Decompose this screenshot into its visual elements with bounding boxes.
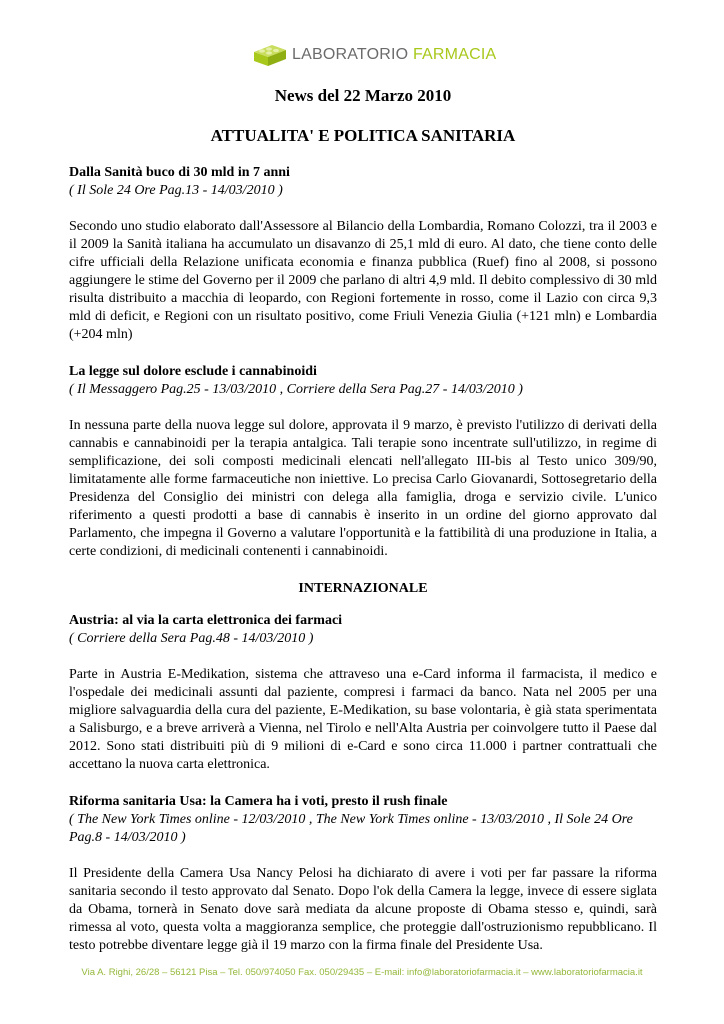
article-source: ( Il Sole 24 Ore Pag.13 - 14/03/2010 ) xyxy=(69,183,283,198)
section-title-internazionale: INTERNAZIONALE xyxy=(298,581,428,596)
article-title: Dalla Sanità buco di 30 mld in 7 anni xyxy=(69,165,290,180)
company-logo xyxy=(252,42,496,68)
article-body: Secondo uno studio elaborato dall'Assessore al Bilancio della Lombardia, Romano Colozzi, tra il 2003 e il 2009 la Sanità italiana ha accumulato un disavanzo di 25,1 mld di euro. Al dato, che tiene conto delle cifre ufficiali della Relazione unificata economia e finanza pubblica (Ruef) fino al 2008, si possono aggiungere le stime del Governo per il 2009 che parlano di altri 4,9 mld. Il debito complessivo di 30 mld risulta distribuito a macchia di leopardo, con Regioni fortemente in rosso, come il Lazio con circa 9,3 mld di deficit, e Regioni con un risultato positivo, come Friuli Venezia Giulia (+121 mln) e Lombardia (+204 mln) xyxy=(69,219,657,342)
article-source: ( The New York Times online - 12/03/2010 , The New York Times online - 13/03/2010 , Il Sole 24 Ore Pag.8 - 14/03/2010 ) xyxy=(69,812,633,845)
news-title: News del 22 Marzo 2010 xyxy=(274,86,452,105)
footer-contact: Via A. Righi, 26/28 – 56121 Pisa – Tel. 050/974050 Fax. 050/29435 – E-mail: info@laboratoriofarmacia.it – www.laboratoriofarmacia.it xyxy=(81,967,643,978)
article-body: Il Presidente della Camera Usa Nancy Pelosi ha dichiarato di avere i voti per far passare la riforma sanitaria secondo il testo approvato dal Senato. Dopo l'ok della Camera la legge, invece di essere siglata da Obama, tornerà in Senato dove sarà mediata da alcune proposte di Obama stesso e, quindi, sarà rimessa al voto, questa volta a maggioranza semplice, che proteggie dall'ostruzionismo repubblicano. Il testo potrebbe diventare legge già il 19 marzo con la firma finale del Presidente Usa. xyxy=(69,866,657,953)
article-body: Parte in Austria E-Medikation, sistema che attraveso una e-Card informa il farmacista, il medico e l'ospedale dei medicinali assunti dal paziente, compresi i farmaci da banco. Nata nel 2005 per una migliore salvaguardia della cura del paziente, E-Medikation, su base volontaria, è già stata sperimentata a Salisburgo, e a breve arriverà a Vienna, nel Tirolo e nell'Alta Austria per coinvolgere tutto il Paese dal 2012. Sono stati distribuiti più di 9 milioni di e-Card e sono circa 11.000 i partner contrattuali che accettano la nuova carta elettronica. xyxy=(69,667,657,772)
article-source: ( Corriere della Sera Pag.48 - 14/03/2010 ) xyxy=(69,631,314,646)
article-source: ( Il Messaggero Pag.25 - 13/03/2010 , Corriere della Sera Pag.27 - 14/03/2010 ) xyxy=(69,382,523,397)
article-title: La legge sul dolore esclude i cannabinoidi xyxy=(69,364,317,379)
article-title: Austria: al via la carta elettronica dei farmaci xyxy=(69,613,343,628)
logo-word-farmacia: FARMACIA xyxy=(412,46,497,63)
pill-blister-icon xyxy=(252,42,288,68)
article xyxy=(69,164,657,344)
section-title-attualita: ATTUALITA' E POLITICA SANITARIA xyxy=(210,126,516,145)
logo-word-laboratorio: LABORATORIO xyxy=(292,46,409,63)
article xyxy=(69,793,657,955)
article-body: In nessuna parte della nuova legge sul dolore, approvata il 9 marzo, è previsto l'utilizzo di derivati della cannabis e cannabinoidi per la terapia antalgica. Tali terapie sono incentrate sull'utilizzo, in regime di semplificazione, dei soli composti medicinali elencati nell'allegato III-bis al Testo unico 309/90, limitatamente alle forme farmaceutiche non iniettive. Lo precisa Carlo Giovanardi, Sottosegretario della Presidenza del Consiglio dei ministri con delega alla famiglia, droga e servizio civile. L'unico riferimento a questi prodotti a base di cannabis è inserito in un ordine del giorno approvato dal Parlamento, che impegna il Governo a valutare l'opportunità e la fattibilità di una produzione in Italia, a certe condizioni, di medicinali contenenti i cannabinoidi. xyxy=(69,418,657,559)
article-title: Riforma sanitaria Usa: la Camera ha i voti, presto il rush finale xyxy=(69,794,448,809)
article xyxy=(69,363,657,561)
logo-text xyxy=(292,46,496,64)
document-body xyxy=(69,86,657,974)
article xyxy=(69,612,657,774)
